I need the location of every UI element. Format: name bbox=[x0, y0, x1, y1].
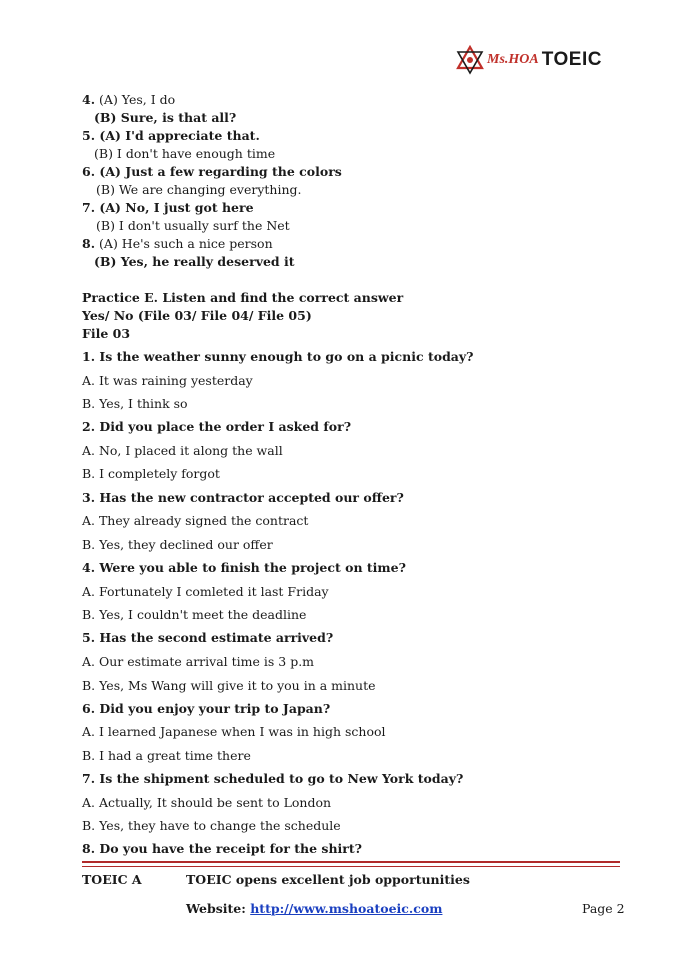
option-b: B. I completely forgot bbox=[82, 466, 220, 481]
option-a: A. Our estimate arrival time is 3 p.m bbox=[82, 654, 315, 669]
logo bbox=[455, 44, 602, 76]
answer-line: 4. (A) Yes, I do bbox=[82, 92, 176, 107]
question: 5. Has the second estimate arrived? bbox=[82, 630, 334, 645]
logo-star-icon bbox=[455, 45, 485, 75]
footer-slogan: TOEIC opens excellent job opportunities bbox=[186, 872, 470, 887]
question: 7. Is the shipment scheduled to go to New York today? bbox=[82, 771, 464, 786]
option-b: B. Yes, they have to change the schedule bbox=[82, 818, 341, 833]
footer-rule-thin bbox=[82, 866, 620, 867]
answer-line: (B) Sure, is that all? bbox=[94, 110, 237, 125]
footer-rule bbox=[82, 861, 620, 863]
answer-line: (B) We are changing everything. bbox=[96, 182, 302, 197]
practice-title: Practice E. Listen and find the correct answer bbox=[82, 290, 404, 305]
question: 2. Did you place the order I asked for? bbox=[82, 419, 352, 434]
answer-line: (B) Yes, he really deserved it bbox=[94, 254, 295, 269]
answer-line: (B) I don't have enough time bbox=[94, 146, 276, 161]
website-link[interactable]: http://www.mshoatoeic.com bbox=[250, 901, 443, 916]
option-b: B. I had a great time there bbox=[82, 748, 251, 763]
practice-file: File 03 bbox=[82, 326, 131, 341]
question: 8. Do you have the receipt for the shirt? bbox=[82, 841, 362, 856]
answer-line: 7. (A) No, I just got here bbox=[82, 200, 254, 215]
page-number: Page 2 bbox=[582, 901, 625, 916]
option-a: A. Fortunately I comleted it last Friday bbox=[82, 584, 329, 599]
footer-left: TOEIC A bbox=[82, 872, 142, 887]
question: 3. Has the new contractor accepted our offer? bbox=[82, 490, 404, 505]
option-b: B. Yes, they declined our offer bbox=[82, 537, 273, 552]
option-a: A. They already signed the contract bbox=[82, 513, 309, 528]
option-a: A. I learned Japanese when I was in high school bbox=[82, 724, 386, 739]
option-b: B. Yes, Ms Wang will give it to you in a minute bbox=[82, 678, 376, 693]
option-a: A. It was raining yesterday bbox=[82, 373, 253, 388]
question: 4. Were you able to finish the project on time? bbox=[82, 560, 406, 575]
practice-subtitle: Yes/ No (File 03/ File 04/ File 05) bbox=[82, 308, 312, 323]
answer-line: (B) I don't usually surf the Net bbox=[96, 218, 290, 233]
logo-ms-text: Ms.HOA bbox=[487, 52, 539, 67]
option-a: A. Actually, It should be sent to London bbox=[82, 795, 332, 810]
question: 1. Is the weather sunny enough to go on a picnic today? bbox=[82, 349, 474, 364]
option-a: A. No, I placed it along the wall bbox=[82, 443, 283, 458]
question: 6. Did you enjoy your trip to Japan? bbox=[82, 701, 331, 716]
answer-line: 6. (A) Just a few regarding the colors bbox=[82, 164, 342, 179]
logo-toeic-text: TOEIC bbox=[541, 49, 602, 70]
option-b: B. Yes, I couldn't meet the deadline bbox=[82, 607, 307, 622]
footer-website bbox=[186, 901, 442, 916]
answer-line: 8. (A) He's such a nice person bbox=[82, 236, 273, 251]
website-label: Website: bbox=[186, 901, 246, 916]
option-b: B. Yes, I think so bbox=[82, 396, 188, 411]
answer-line: 5. (A) I'd appreciate that. bbox=[82, 128, 260, 143]
